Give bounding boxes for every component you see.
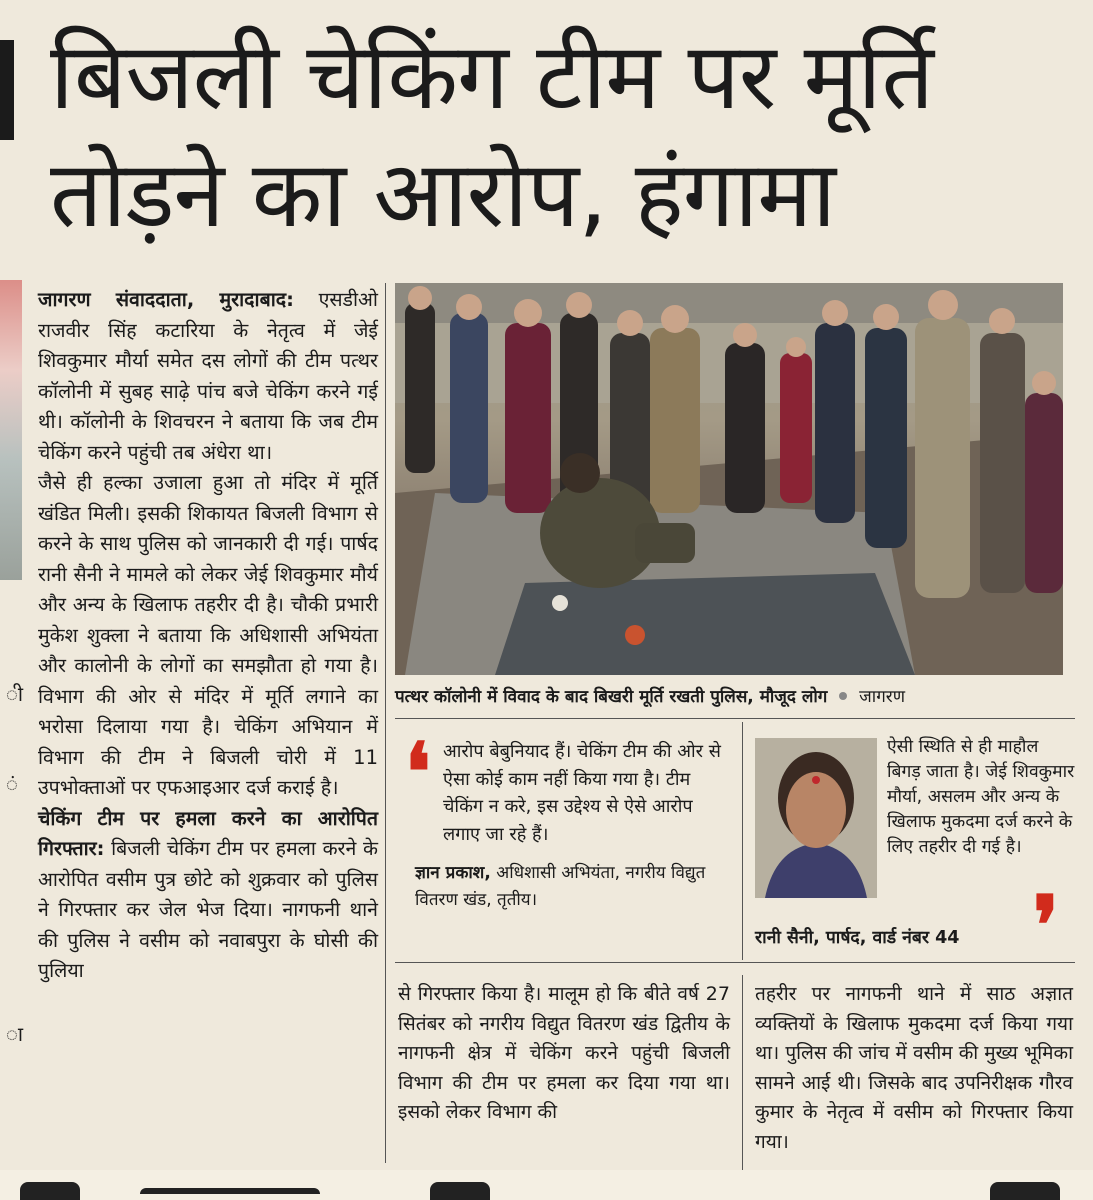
portrait-illustration: [755, 738, 877, 898]
quote-councillor-attribution: रानी सैनी, पार्षद, वार्ड नंबर 44: [755, 928, 960, 948]
quote-official-attribution: [415, 860, 735, 914]
next-headline-fragment: [0, 1170, 1093, 1200]
photo-caption-text: पत्थर कॉलोनी में विवाद के बाद बिखरी मूर्ति रखती पुलिस, मौजूद लोग: [395, 687, 828, 707]
councillor-portrait: [755, 738, 877, 898]
article-column-3: [755, 980, 1073, 1157]
credit-bullet-icon: [839, 692, 847, 700]
quote-official-designation: अधिशासी अभियंता, नगरीय विद्युत वितरण खंड, तृतीय।: [415, 863, 706, 910]
quote-divider: [742, 722, 743, 960]
quote-official: [405, 725, 735, 914]
news-photo: [395, 283, 1063, 675]
quote-official-name: ज्ञान प्रकाश,: [415, 863, 491, 883]
fragment-glyph: ा: [6, 1022, 24, 1046]
photo-illustration: [395, 283, 1063, 675]
page-edge-mark: [0, 40, 14, 140]
adjacent-column-fragment: [0, 270, 22, 1130]
article-subhead: चेकिंग टीम पर हमला करने का आरोपित गिरफ्तार:: [38, 806, 378, 860]
ink-fragment: [990, 1182, 1060, 1200]
article-paragraph-2: जैसे ही हल्का उजाला हुआ तो मंदिर में मूर्ति खंडित मिली। इसकी शिकायत बिजली विभाग से करने के साथ पुलिस को जानकारी दी गई। पार्षद रानी सैनी ने मामले को लेकर जेई शिवकुमार मौर्य और अन्य के खिलाफ तहरीर दी है। चौकी प्रभारी मुकेश शुक्ला ने बताया कि अधिशासी अभियंता और कालोनी के लोगों का समझौता हो गया है। विभाग की ओर से मंदिर में मूर्ति लगाने का भरोसा दिलाया गया है। चेकिंग अभियान में विभाग की टीम ने बिजली चोरी में 11 उपभोक्ताओं पर एफआइआर दर्ज कराई है।: [38, 471, 378, 799]
article-column-2-text: से गिरफ्तार किया है। मालूम हो कि बीते वर्ष 27 सितंबर को नगरीय विद्युत वितरण खंड द्वितीय के नागफनी क्षेत्र में चेकिंग करने पहुंची बिजली विभाग की टीम पर हमला कर दिया गया था। इसको लेकर विभाग की: [398, 983, 730, 1123]
fragment-glyph: ी: [6, 682, 24, 706]
article-paragraph-3: बिजली चेकिंग टीम पर हमला करने के आरोपित वसीम पुत्र छोटे को शुक्रवार को पुलिस ने गिरफ्तार कर जेल भेज दिया। नागफनी थाने की पुलिस ने वसीम को नवाबपुरा के घोसी की पुलिया: [38, 837, 378, 982]
ink-fragment: [20, 1182, 80, 1200]
article-dateline: जागरण संवाददाता, मुरादाबाद:: [38, 288, 294, 311]
quote-official-text: आरोप बेबुनियाद हैं। चेकिंग टीम की ओर से ऐसा कोई काम नहीं किया गया है। टीम चेकिंग न करे, इस उद्देश्य से ऐसे आरोप लगाए जा रहे हैं।: [443, 741, 721, 845]
article-paragraph-1: एसडीओ राजवीर सिंह कटारिया के नेतृत्व में जेई शिवकुमार मौर्या समेत दस लोगों की टीम पत्थर कॉलोनी में सुबह साढ़े पांच बजे चेकिंग करने गई थी। कॉलोनी के शिवचरन ने बताया कि जब टीम चेकिंग करने पहुंची तब अंधेरा था।: [38, 288, 378, 464]
column-divider: [385, 283, 386, 1163]
article-main-column: [38, 285, 378, 987]
quote-councillor-text: ऐसी स्थिति से ही माहौल बिगड़ जाता है। जेई शिवकुमार मौर्या, असलम और अन्य के खिलाफ मुकदमा दर्ज करने के लिए तहरीर दी गई है।: [887, 737, 1075, 857]
ink-fragment: [140, 1188, 320, 1194]
quotes-bottom-divider: [395, 962, 1075, 963]
article-column-3-text: तहरीर पर नागफनी थाने में साठ अज्ञात व्यक्तियों के खिलाफ मुकदमा दर्ज किया गया था। पुलिस की जांच में वसीम की मुख्य भूमिका सामने आई थी। जिसके बाद उपनिरीक्षक गौरव कुमार के नेतृत्व में वसीम को गिरफ्तार किया गया।: [755, 983, 1073, 1153]
adjacent-photo-fragment: [0, 280, 22, 580]
photo-credit: जागरण: [859, 687, 906, 707]
headline: बिजली चेकिंग टीम पर मूर्ति तोड़ने का आरोप, हंगामा: [50, 23, 933, 248]
fragment-glyph: ं: [6, 772, 18, 796]
caption-divider: [395, 718, 1075, 719]
open-quote-icon: ❛: [405, 725, 431, 819]
ink-fragment: [430, 1182, 490, 1200]
column-divider: [742, 975, 743, 1170]
close-quote-icon: ❜: [1033, 878, 1059, 972]
article-column-2: [398, 980, 730, 1128]
photo-caption: [395, 685, 1075, 709]
